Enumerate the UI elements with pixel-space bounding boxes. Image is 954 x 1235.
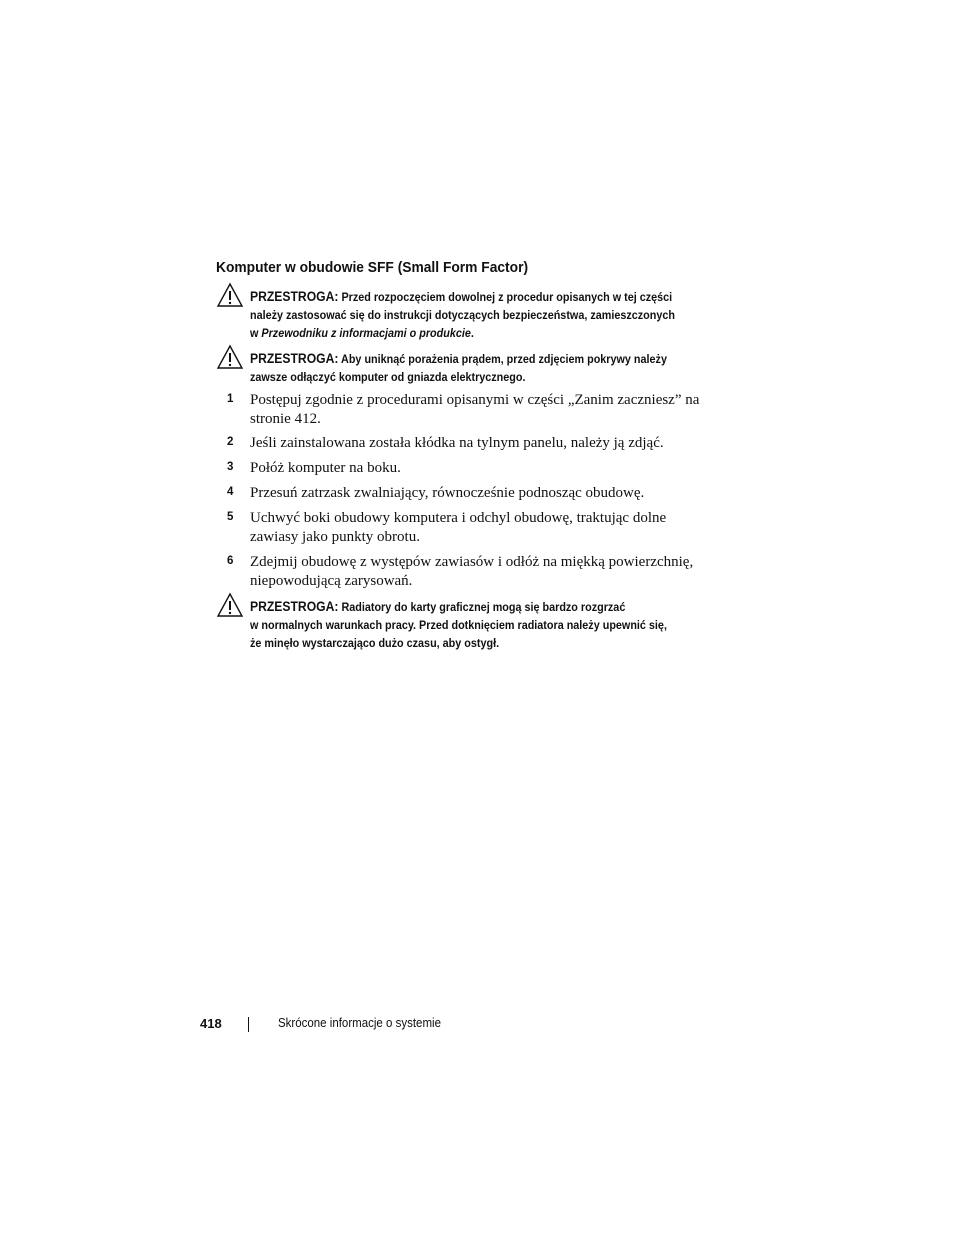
caution-text: .: [470, 326, 474, 340]
footer-divider: [248, 1017, 249, 1032]
step-text: Przesuń zatrzask zwalniający, równocześnie podnosząc obudowę.: [250, 485, 645, 501]
warning-triangle-icon: [216, 344, 244, 370]
caution-text: należy zastosować się do instrukcji dotyczących bezpieczeństwa, zamieszczonych: [250, 308, 675, 322]
step-text: Zdejmij obudowę z występów zawiasów i odłóż na miękką powierzchnię,: [250, 554, 694, 570]
step-text: stronie 412.: [250, 410, 321, 427]
step-text: Postępuj zgodnie z procedurami opisanymi w części „Zanim zaczniesz” na: [250, 392, 700, 408]
section-heading: Komputer w obudowie SFF (Small Form Factor): [216, 259, 529, 276]
caution-label: PRZESTROGA:: [250, 599, 339, 614]
product-guide-reference: Przewodniku z informacjami o produkcie: [261, 326, 471, 340]
page-number: 418: [200, 1016, 222, 1031]
step-number: 5: [227, 511, 234, 523]
warning-triangle-icon: [216, 592, 244, 618]
step-number: 6: [227, 555, 234, 567]
step-text: Jeśli zainstalowana została kłódka na tylnym panelu, należy ją zdjąć.: [250, 435, 664, 451]
step-number: 1: [227, 393, 234, 405]
caution-text: w normalnych warunkach pracy. Przed dotknięciem radiatora należy upewnić się,: [250, 618, 667, 632]
step-number: 4: [227, 486, 234, 498]
step-text: Połóż komputer na boku.: [250, 460, 401, 476]
footer-section-title: Skrócone informacje o systemie: [278, 1016, 441, 1030]
step-number: 3: [227, 461, 234, 473]
caution-label: PRZESTROGA:: [250, 289, 339, 304]
step-text: Uchwyć boki obudowy komputera i odchyl obudowę, traktując dolne: [250, 510, 667, 526]
caution-text: w: [250, 326, 262, 340]
step-text: zawiasy jako punkty obrotu.: [250, 528, 420, 545]
caution-text: zawsze odłączyć komputer od gniazda elektrycznego.: [250, 370, 526, 384]
caution-label: PRZESTROGA:: [250, 351, 339, 366]
caution-text: że minęło wystarczająco dużo czasu, aby ostygł.: [250, 636, 500, 650]
caution-text: Aby uniknąć porażenia prądem, przed zdjęciem pokrywy należy: [341, 352, 667, 366]
step-number: 2: [227, 436, 234, 448]
caution-text: Radiatory do karty graficznej mogą się bardzo rozgrzać: [341, 600, 626, 614]
caution-text: Przed rozpoczęciem dowolnej z procedur opisanych w tej części: [341, 290, 673, 304]
step-text: niepowodującą zarysowań.: [250, 572, 413, 589]
warning-triangle-icon: [216, 282, 244, 308]
